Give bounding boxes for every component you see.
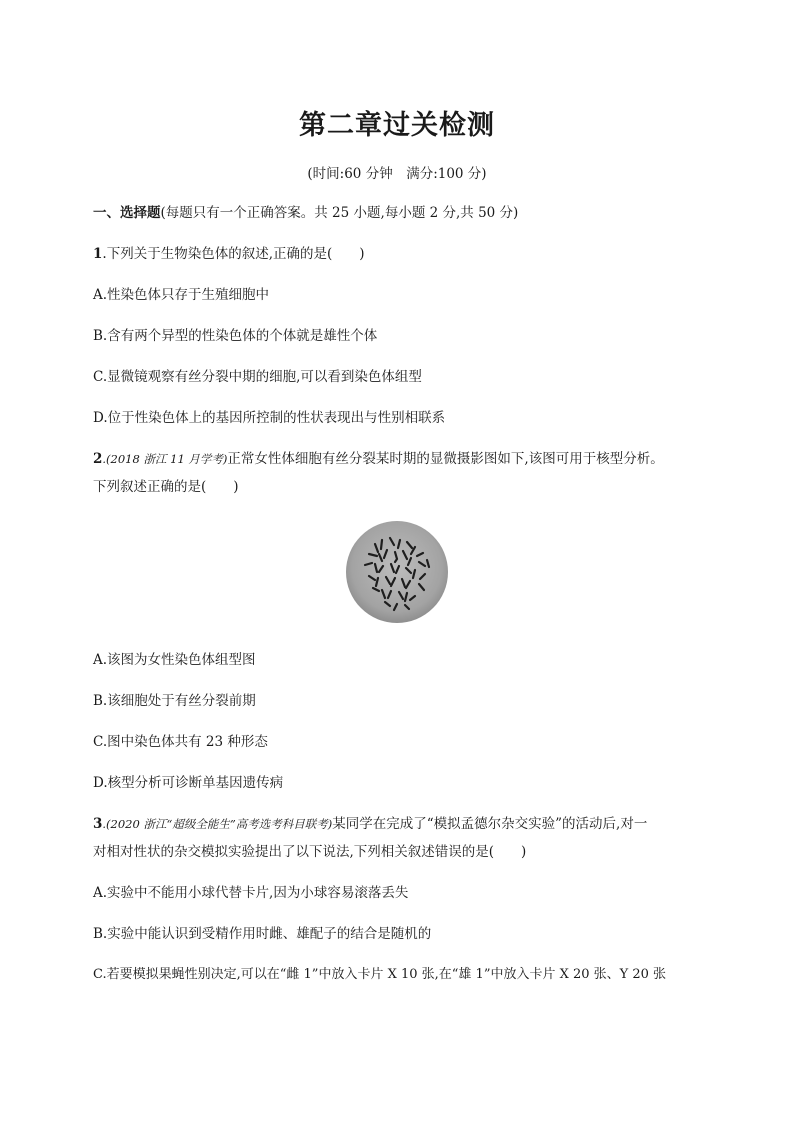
page-title: 第二章过关检测 [299,110,495,141]
question-2-option-c: C.图中染色体共有 23 种形态 [93,734,268,750]
question-text: 某同学在完成了“模拟孟德尔杂交实验”的活动后,对一 [332,816,648,832]
question-number: 2 [93,451,103,467]
question-source: .(2020 浙江“超级全能生”高考选考科目联考) [102,817,333,831]
question-3-option-b: B.实验中能认识到受精作用时雌、雄配子的结合是随机的 [93,926,432,942]
section-note: (每题只有一个正确答案。共 25 小题,每小题 2 分,共 50 分) [160,205,519,221]
question-1-stem [93,245,365,263]
question-1-option-a: A.性染色体只存于生殖细胞中 [93,287,270,303]
section-title: 一、选择题 [93,205,161,221]
question-2-option-a: A.该图为女性染色体组型图 [93,652,256,668]
question-1-option-b: B.含有两个异型的性染色体的个体就是雄性个体 [93,328,378,344]
question-2-option-b: B.该细胞处于有丝分裂前期 [93,693,256,709]
exam-time-score: (时间:60 分钟 满分:100 分) [307,166,487,182]
question-2-option-d: D.核型分析可诊断单基因遗传病 [93,775,284,791]
question-number: 3 [93,816,103,832]
question-1-option-c: C.显微镜观察有丝分裂中期的细胞,可以看到染色体组型 [93,369,422,385]
question-1-option-d: D.位于性染色体上的基因所控制的性状表现出与性别相联系 [93,410,446,426]
question-number: 1 [93,246,103,262]
question-3-stem [93,815,647,833]
question-2-stem [93,450,664,468]
chromosome-micrograph-icon [345,520,449,624]
question-2-stem-continued: 下列叙述正确的是( ) [93,479,239,495]
question-3-option-a: A.实验中不能用小球代替卡片,因为小球容易滚落丢失 [93,885,409,901]
section-heading [93,204,518,222]
question-text: 正常女性体细胞有丝分裂某时期的显微摄影图如下,该图可用于核型分析。 [227,451,664,467]
question-3-option-c: C.若要模拟果蝇性别决定,可以在“雌 1”中放入卡片 X 10 张,在“雄 1”中放入卡片 X 20 张、Y 20 张 [93,967,667,982]
question-source: .(2018 浙江 11 月学考) [102,452,228,466]
question-3-stem-continued: 对相对性状的杂交模拟实验提出了以下说法,下列相关叙述错误的是( ) [93,844,527,860]
question-text: .下列关于生物染色体的叙述,正确的是( ) [102,246,365,262]
